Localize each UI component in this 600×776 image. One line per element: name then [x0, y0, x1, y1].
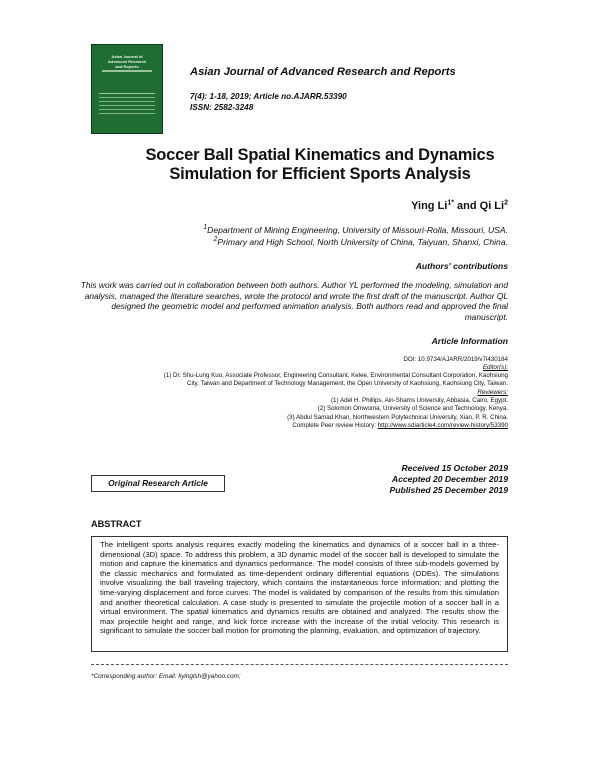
published-date: Published 25 December 2019	[389, 485, 508, 495]
review-history	[292, 422, 508, 430]
article-information-heading: Article Information	[431, 336, 508, 346]
author-superscript: 1*	[447, 199, 454, 207]
affiliation-2	[214, 237, 508, 247]
author-name: Qi Li	[479, 200, 505, 212]
abstract-text: The intelligent sports analysis requires exactly modeling the kinematics and dynamics of a soccer ball in a three-dimensional (3D) space. To address this problem, a 3D dynamic model of the soccer ball is developed to simulate the motion and capture the kinematics and dynamics performance. The model consists of three sub-models governed by the classic mechanics and formulated as time-dependent ordinary differential equations (ODEs). The simulations involve visualizing the ball traveling trajectory, which contains the instantaneous force information; and plotting the time-varying displacement and force curves. The model is validated by comparison of the results from this simulation and another theoretical calculation. A case study is presented to simulate the projectile motion of a soccer ball in a virtual environment. The spatial kinematics and dynamics results are obtained and analyzed. The results show the max projectile height and range, and kick force increase with the increase of the initial velocity. This research is significant to simulate the soccer ball motion for promoting the planning, evaluation, and optimization of trajectory.	[91, 536, 508, 652]
reviewers-heading: Reviewers:	[477, 389, 508, 396]
author-name: Ying Li	[411, 200, 448, 212]
doi: DOI: 10.9734/AJARR/2019/v7i430184	[403, 356, 508, 363]
contributions-text: This work was carried out in collaboration between both authors. Author YL performed the modeling, simulation and analysis, managed the literature searches, wrote the protocol and wrote the first draft of the manuscript. Author QL designed the geometric model and performed animation analysis. Both authors read and approved the final manuscript.	[80, 280, 508, 322]
abstract-heading: ABSTRACT	[91, 519, 142, 529]
author-conjunction: and	[453, 200, 480, 212]
editor-line: (1) Dr. Shu-Lung Kuo, Associate Professor, Engineering Consultant, Kelee, Environmental Consultant Corporation, Kaohsiung	[163, 372, 508, 379]
paper-title-line-2: Simulation for Efficient Sports Analysis	[169, 165, 471, 183]
editor-entry	[164, 372, 508, 389]
affiliation-marker: 1	[203, 224, 208, 232]
cover-title-line: Asian Journal of	[111, 54, 143, 59]
volume-line: 7(4): 1-18, 2019; Article no.AJARR.53390	[190, 92, 347, 101]
accepted-date: Accepted 20 December 2019	[391, 474, 508, 484]
article-type-badge: Original Research Article	[91, 475, 225, 492]
cover-title-line: Advanced Research	[107, 59, 147, 64]
contributions-heading: Authors' contributions	[415, 261, 508, 271]
publication-dates	[390, 463, 508, 496]
footnote-divider	[91, 664, 508, 665]
review-history-link[interactable]: http://www.sdiarticle4.com/review-history/53390	[377, 422, 508, 429]
author-superscript: 2	[504, 199, 508, 207]
affiliation-text: Primary and High School, North University of China, Taiyuan, Shanxi, China.	[217, 237, 508, 247]
paper-title-line-1: Soccer Ball Spatial Kinematics and Dynamics	[145, 146, 495, 164]
editor-line: City, Taiwan and Department of Technology Management, the Open University of Kaohsiung, Kaohsiung City, Taiwan.	[186, 380, 508, 388]
cover-title-line: and Reports	[115, 64, 139, 69]
affiliation-marker: 2	[213, 236, 218, 244]
reviewer-entry: (3) Abdul Samad Khan, Northwestern Polytechnical University, Xian, P. R. China.	[287, 413, 508, 421]
corresponding-author-footnote: *Corresponding author: Email: liyinglsh@yahoo.com;	[91, 673, 241, 680]
issn-line: ISSN: 2582-3248	[190, 103, 254, 112]
received-date: Received 15 October 2019	[401, 463, 508, 473]
affiliation-text: Department of Mining Engineering, University of Missouri-Rolla, Missouri, USA.	[207, 225, 508, 235]
cover-title	[98, 54, 156, 69]
reviewers-list	[287, 397, 508, 422]
reviewer-entry: (1) Adel H. Phillips, Ain-Shams University, Abbasia, Cairo, Egypt.	[331, 397, 508, 404]
reviewer-entry: (2) Solomon Omwoma, University of Science and Technology, Kenya.	[317, 405, 508, 413]
affiliation-1	[203, 225, 508, 235]
editors-heading: Editor(s):	[482, 364, 508, 371]
journal-name: Asian Journal of Advanced Research and Reports	[190, 66, 456, 78]
author-list	[411, 200, 508, 212]
journal-cover-image	[91, 44, 163, 134]
review-history-label: Complete Peer review History:	[292, 422, 378, 429]
